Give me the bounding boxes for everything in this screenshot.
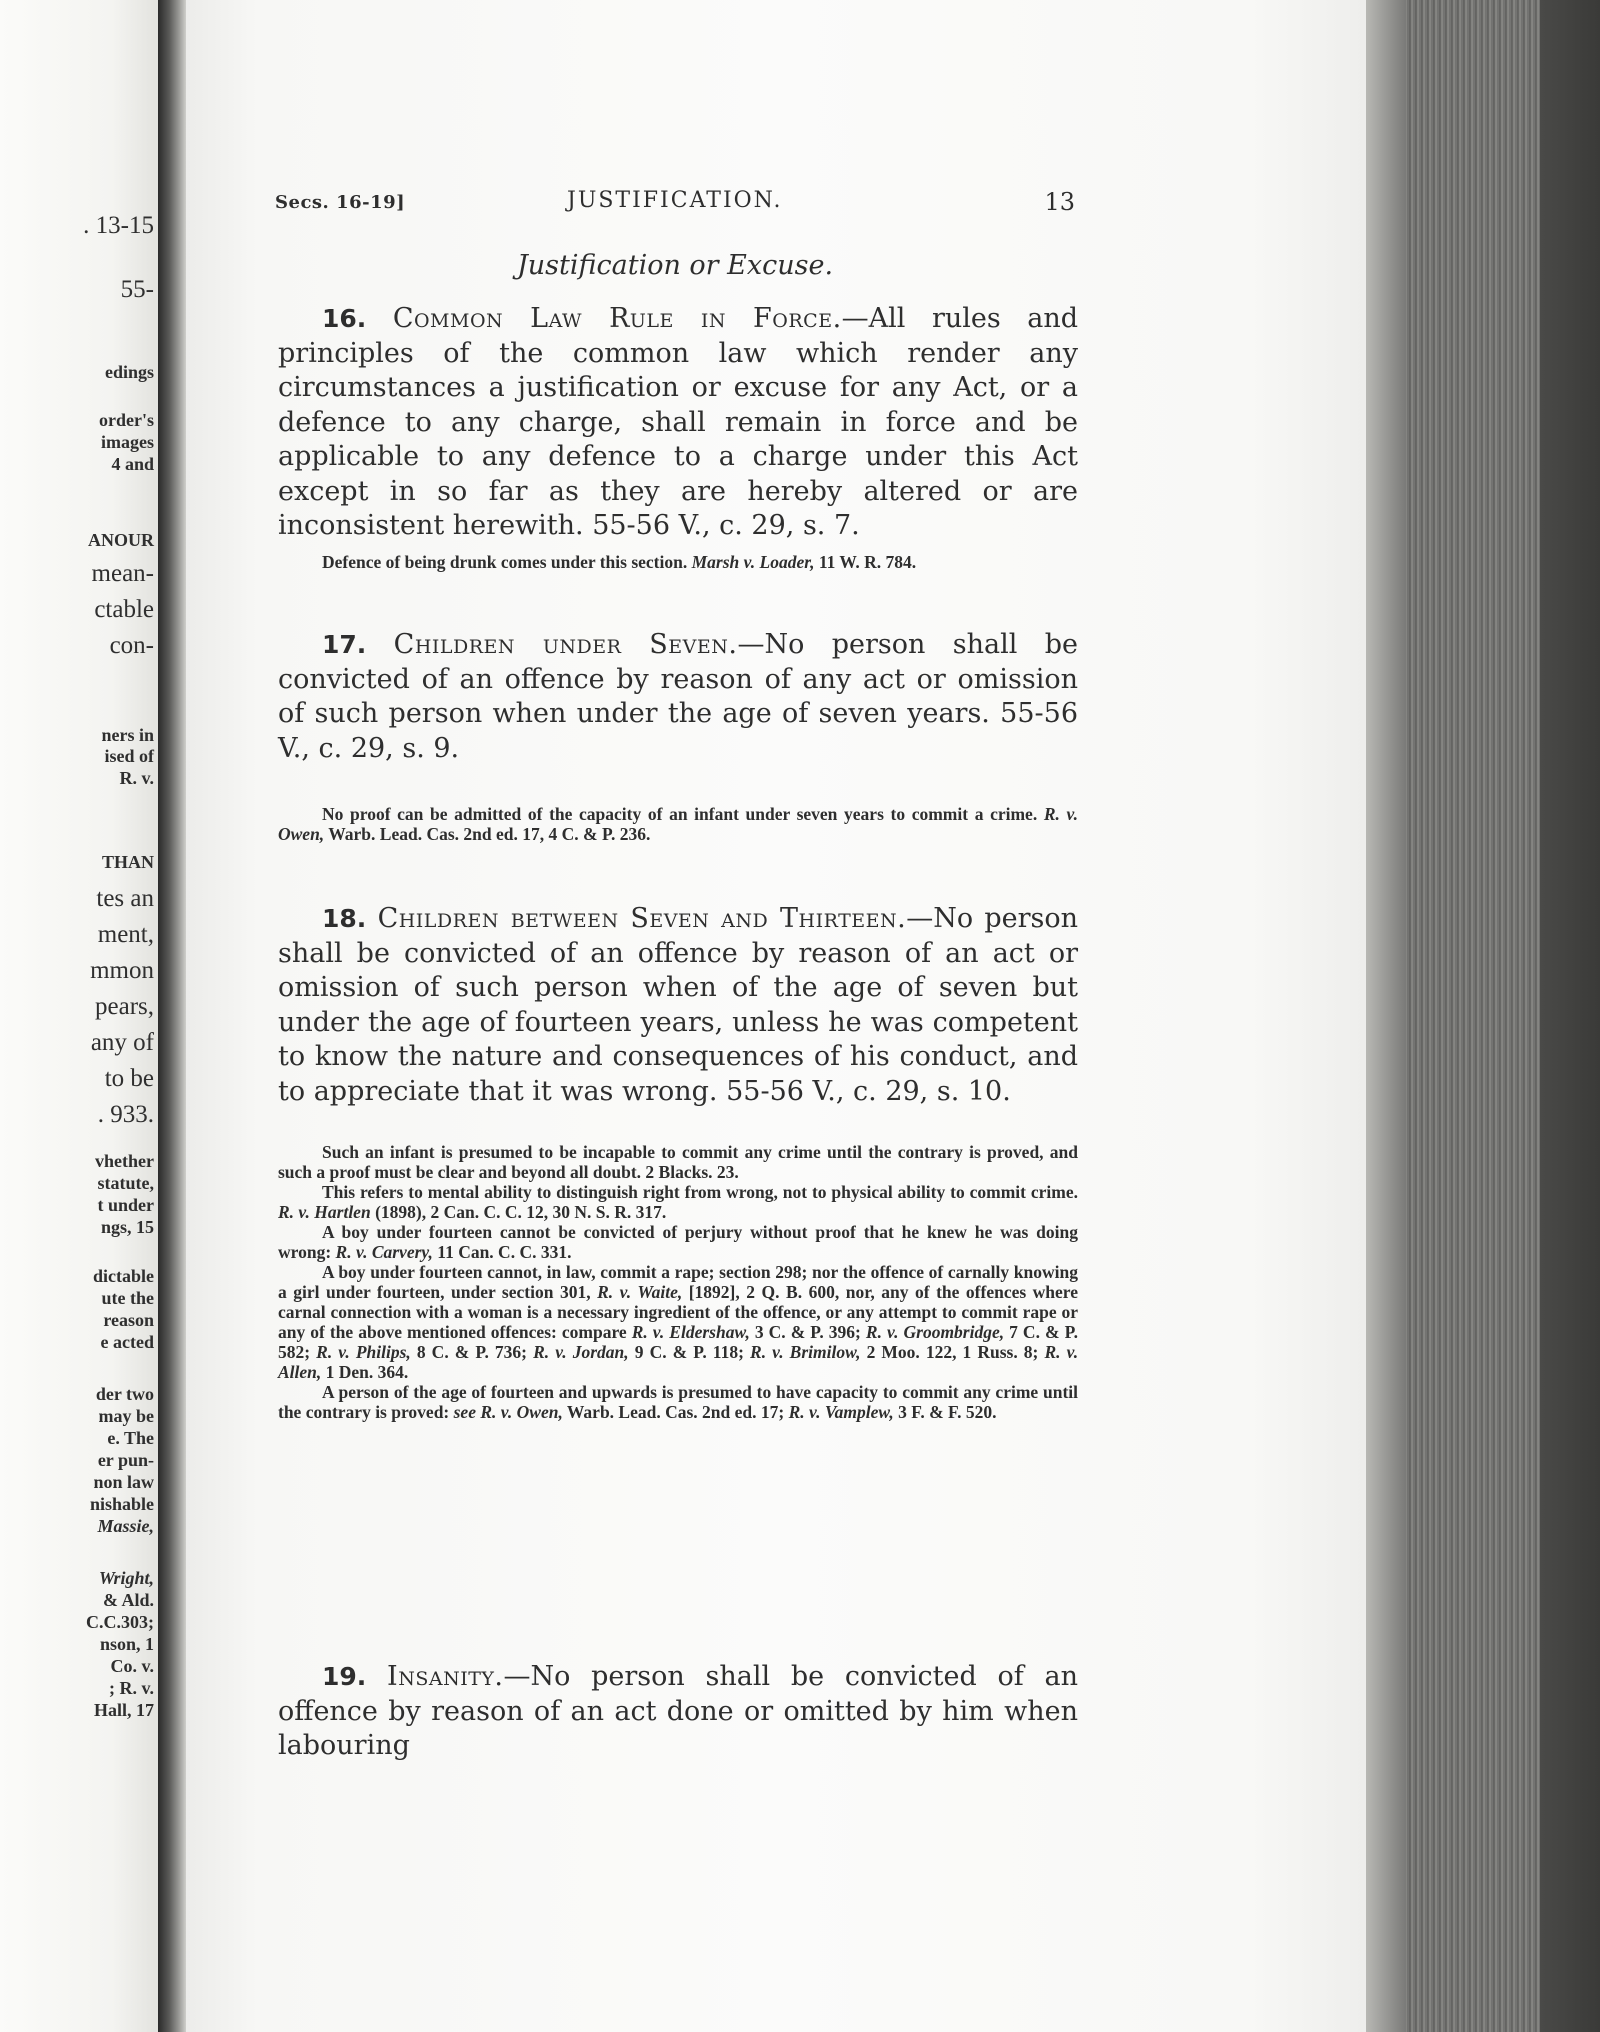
left-page-line: con- xyxy=(109,632,154,659)
note-text: 11 Can. C. C. 331. xyxy=(437,1242,572,1262)
note-text: This refers to mental ability to distinguish right from wrong, not to physical ability to commit crime. xyxy=(322,1182,1078,1202)
chapter-subtitle: Justification or Excuse. xyxy=(516,250,834,281)
note-text: A boy under fourteen cannot be convicted of perjury without proof that he knew he was doing wrong: xyxy=(278,1222,1078,1262)
note-text: 3 C. & P. 396; xyxy=(754,1322,861,1342)
left-page-line: ctable xyxy=(94,596,154,623)
case-citation: R. v. Vamplew, xyxy=(788,1402,894,1422)
case-citation: R. v. Philips, xyxy=(316,1342,411,1362)
left-page-line: nishable xyxy=(89,1494,154,1514)
section-body: —No person shall be convicted of an offence by reason of any act or omission of such person when under the age of seven years. 55-56 V., c. 29, s. 9. xyxy=(278,629,1078,764)
note-text: [1892], 2 Q. B. 600, nor, any of the offences where carnal connection with a woman is a necessary ingredient of the offence, or any attempt to commit rape or any of the above mentioned offences: compare xyxy=(278,1282,1079,1342)
note-16 xyxy=(278,552,1078,572)
case-citation: R. v. Owen, xyxy=(278,804,1079,844)
left-page-line: ANOUR xyxy=(88,530,154,550)
left-page-line: pears, xyxy=(95,993,154,1020)
left-page-line: images xyxy=(101,432,154,452)
section-17 xyxy=(278,628,1078,766)
note-text: A boy under fourteen cannot, in law, commit a rape; section 298; nor the offence of carnally knowing a girl under fourteen, under section 301, xyxy=(278,1262,1078,1302)
left-page-line: Co. v. xyxy=(110,1656,154,1676)
left-page-line: Hall, 17 xyxy=(93,1700,154,1720)
section-heading: Children between Seven and Thirteen. xyxy=(377,903,907,934)
left-page-line: 4 and xyxy=(111,454,154,474)
note-text: 1 Den. 364. xyxy=(325,1362,409,1382)
left-page-line: order's xyxy=(99,410,154,430)
note-18 xyxy=(278,1142,1078,1422)
page-number: 13 xyxy=(1044,188,1075,216)
book-cover-edge xyxy=(1540,0,1600,2032)
left-page-line: & Ald. xyxy=(102,1590,154,1610)
running-header xyxy=(275,188,1075,224)
left-page-line: mean- xyxy=(91,560,154,587)
left-page-line: reason xyxy=(103,1310,154,1330)
case-citation: R. v. Groombridge, xyxy=(865,1322,1005,1342)
note-paragraph xyxy=(278,1222,1078,1262)
left-page-line: . 933. xyxy=(97,1101,154,1128)
left-page-line: ised of xyxy=(104,746,154,766)
note-paragraph xyxy=(278,1382,1078,1422)
note-paragraph xyxy=(278,1142,1078,1182)
left-page-line: nson, 1 xyxy=(99,1634,154,1654)
section-18 xyxy=(278,902,1078,1109)
left-page-line: der two xyxy=(95,1384,154,1404)
left-page-line: t under xyxy=(97,1195,154,1215)
note-text: 9 C. & P. 118; xyxy=(634,1342,744,1362)
left-page-line: edings xyxy=(104,362,154,382)
case-citation: see R. v. Owen, xyxy=(453,1402,563,1422)
case-citation: R. v. Allen, xyxy=(278,1342,1079,1382)
header-title: JUSTIFICATION. xyxy=(567,188,783,213)
left-page-line: ment, xyxy=(97,921,154,948)
left-page-line: statute, xyxy=(97,1173,154,1193)
note-text: 8 C. & P. 736; xyxy=(416,1342,527,1362)
left-page-line: er pun- xyxy=(97,1450,154,1470)
case-citation: R. v. Waite, xyxy=(597,1282,683,1302)
left-page-line: non law xyxy=(93,1472,154,1492)
note-text: No proof can be admitted of the capacity of an infant under seven years to commit a crime. xyxy=(322,804,1038,824)
note-text: 2 Moo. 122, 1 Russ. 8; xyxy=(866,1342,1039,1362)
section-number: 16. xyxy=(322,304,367,333)
note-text: A person of the age of fourteen and upwards is presumed to have capacity to commit any crime until the contrary is proved: xyxy=(278,1382,1078,1422)
left-page-line: may be xyxy=(98,1406,154,1426)
note-text: Warb. Lead. Cas. 2nd ed. 17; xyxy=(566,1402,785,1422)
note-text: Defence of being drunk comes under this section. xyxy=(322,552,688,572)
left-page-line: 55- xyxy=(120,276,154,303)
section-number: 18. xyxy=(322,904,367,933)
note-text: Such an infant is presumed to be incapable to commit any crime until the contrary is proved, and such a proof must be clear and beyond all doubt. 2 Blacks. 23. xyxy=(278,1142,1078,1182)
note-text: (1898), 2 Can. C. C. 12, 30 N. S. R. 317. xyxy=(375,1202,667,1222)
note-paragraph xyxy=(278,1262,1078,1382)
section-19 xyxy=(278,1660,1078,1764)
left-page-line: ners in xyxy=(101,725,154,745)
case-citation: R. v. Carvery, xyxy=(335,1242,433,1262)
left-page-line: THAN xyxy=(101,852,154,872)
left-page-line: C.C.303; xyxy=(86,1612,154,1632)
left-page-line: Wright, xyxy=(98,1568,154,1588)
left-page-line: e. The xyxy=(107,1428,154,1448)
section-heading: Children under Seven. xyxy=(393,629,738,660)
left-page-line: . 13-15 xyxy=(83,212,154,239)
case-citation: Marsh v. Loader, xyxy=(691,552,815,572)
left-page-line: Massie, xyxy=(97,1516,154,1536)
case-citation: R. v. Eldershaw, xyxy=(631,1322,750,1342)
section-heading: Insanity. xyxy=(387,1661,504,1692)
section-16 xyxy=(278,302,1078,544)
section-body: —No person shall be convicted of an offence by reason of an act done or omitted by him when labouring xyxy=(278,1661,1078,1761)
left-page-line: ; R. v. xyxy=(109,1678,154,1698)
left-page-line: dictable xyxy=(93,1266,154,1286)
note-text: 11 W. R. 784. xyxy=(818,552,917,572)
left-page-line: vhether xyxy=(95,1151,154,1171)
left-page-line: R. v. xyxy=(119,768,154,788)
section-body: —No person shall be convicted of an offence by reason of an act or omission of such person when of the age of seven but under the age of fourteen years, unless he was competent to know the nature and consequences of his conduct, and to appreciate that it was wrong. 55-56 V., c. 29, s. 10. xyxy=(278,903,1079,1107)
note-text: Warb. Lead. Cas. 2nd ed. 17, 4 C. & P. 236. xyxy=(328,824,651,844)
left-facing-page xyxy=(0,0,160,2032)
section-number: 19. xyxy=(322,1662,367,1691)
section-body: —All rules and principles of the common law which render any circumstances a justification or excuse for any Act, or a defence to any charge, shall remain in force and be applicable to any defence to a charge under this Act except in so far as they are hereby altered or are inconsistent herewith. 55-56 V., c. 29, s. 7. xyxy=(278,303,1078,541)
note-paragraph xyxy=(278,1182,1078,1222)
left-page-line: mmon xyxy=(90,957,154,984)
case-citation: R. v. Jordan, xyxy=(533,1342,629,1362)
left-page-line: to be xyxy=(104,1065,154,1092)
left-page-line: any of xyxy=(90,1029,154,1056)
note-text: 3 F. & F. 520. xyxy=(898,1402,997,1422)
book-edge-shade xyxy=(1366,0,1406,2032)
case-citation: R. v. Hartlen xyxy=(278,1202,371,1222)
left-page-line: ute the xyxy=(101,1288,154,1308)
case-citation: R. v. Brimilow, xyxy=(750,1342,861,1362)
left-page-line: e acted xyxy=(100,1332,154,1352)
header-sections: Secs. 16-19] xyxy=(275,192,406,213)
note-17 xyxy=(278,804,1078,844)
section-number: 17. xyxy=(322,630,367,659)
left-page-line: tes an xyxy=(96,885,154,912)
book-gutter xyxy=(158,0,186,2032)
left-page-line: ngs, 15 xyxy=(100,1217,154,1237)
section-heading: Common Law Rule in Force. xyxy=(392,303,842,334)
note-text: 7 C. & P. 582; xyxy=(278,1322,1079,1362)
